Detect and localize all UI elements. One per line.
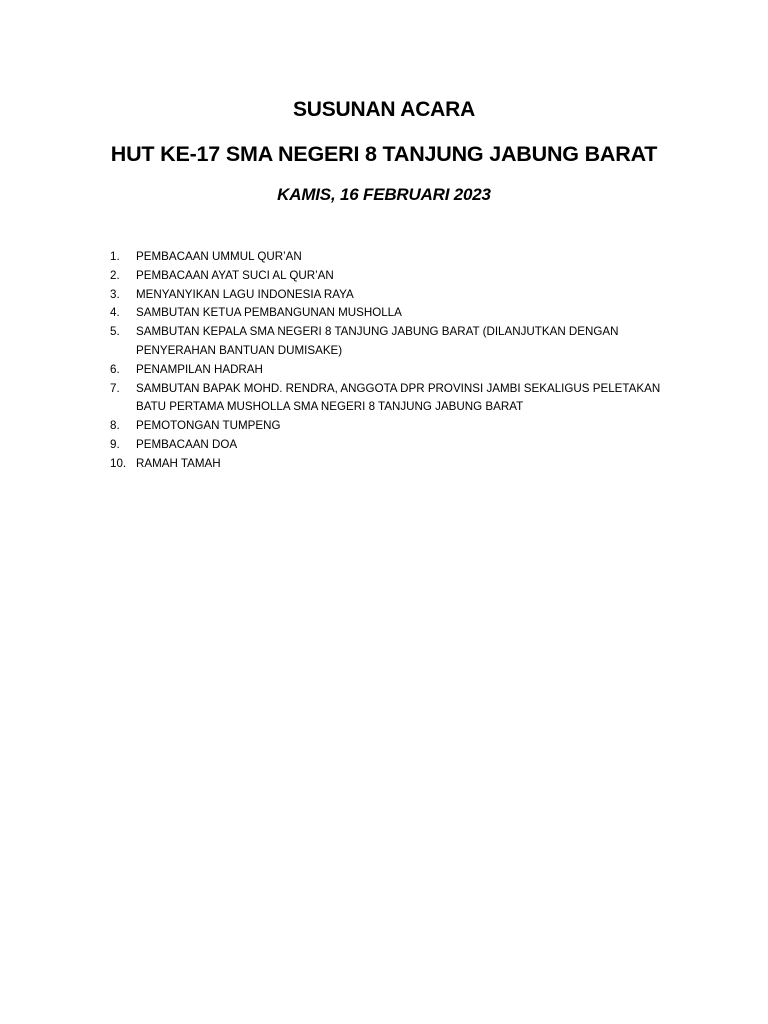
agenda-item-number: 4. [110, 306, 120, 320]
agenda-item-number: 6. [110, 362, 120, 376]
agenda-item-number: 5. [110, 325, 120, 339]
agenda-item-6 [110, 361, 670, 380]
agenda-item-text: PENAMPILAN HADRAH [136, 362, 263, 376]
agenda-item-2 [110, 267, 670, 286]
agenda-item-3 [110, 286, 670, 305]
agenda-item-number: 7. [110, 381, 120, 395]
agenda-item-text: SAMBUTAN BAPAK MOHD. RENDRA, ANGGOTA DPR PROVINSI JAMBI SEKALIGUS PELETAKAN BATU PERTAMA MUSHOLLA SMA NEGERI 8 TANJUNG JABUNG BARAT [136, 381, 661, 414]
agenda-item-8 [110, 417, 670, 436]
agenda-list [110, 248, 670, 474]
agenda-item-10 [110, 455, 670, 474]
agenda-item-number: 1. [110, 250, 120, 263]
agenda-item-4 [110, 304, 670, 323]
agenda-item-text: PEMBACAAN AYAT SUCI AL QUR’AN [136, 268, 334, 282]
agenda-item-number: 9. [110, 437, 120, 451]
agenda-item-text: MENYANYIKAN LAGU INDONESIA RAYA [136, 287, 354, 301]
document-subtitle: HUT KE-17 SMA NEGERI 8 TANJUNG JABUNG BARAT [110, 142, 658, 166]
agenda-item-text: PEMOTONGAN TUMPENG [136, 419, 281, 433]
agenda-item-text: PEMBACAAN UMMUL QUR’AN [136, 250, 302, 263]
agenda-item-9 [110, 436, 670, 455]
agenda-item-number: 3. [110, 287, 120, 301]
agenda-item-number: 2. [110, 268, 120, 282]
document-title: SUSUNAN ACARA [292, 98, 476, 121]
event-date: KAMIS, 16 FEBRUARI 2023 [277, 185, 491, 204]
agenda-item-text: PEMBACAAN DOA [136, 437, 238, 451]
agenda-item-5 [110, 323, 670, 361]
agenda-item-text: SAMBUTAN KEPALA SMA NEGERI 8 TANJUNG JABUNG BARAT (DILANJUTKAN DENGAN PENYERAHAN BANTUAN DUMISAKE) [136, 325, 619, 357]
agenda-item-text: SAMBUTAN KETUA PEMBANGUNAN MUSHOLLA [136, 306, 402, 320]
agenda-item-text: RAMAH TAMAH [136, 456, 221, 470]
agenda-item-number: 10. [110, 456, 127, 470]
agenda-item-1 [110, 248, 670, 267]
agenda-item-7 [110, 380, 670, 418]
agenda-item-number: 8. [110, 419, 120, 433]
